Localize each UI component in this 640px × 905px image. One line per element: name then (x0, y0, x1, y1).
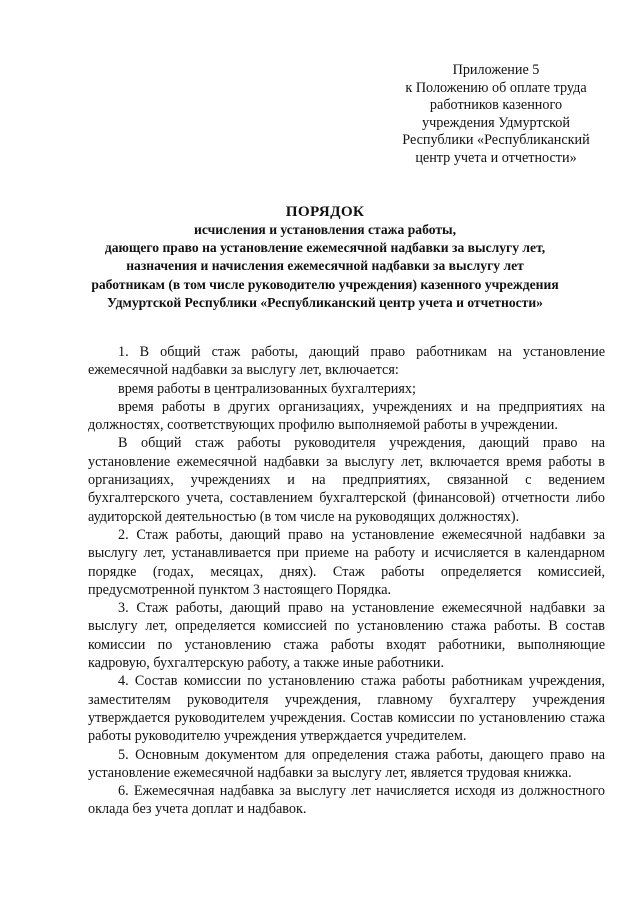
annex-line: учреждения Удмуртской (422, 114, 570, 131)
paragraph: 1. В общий стаж работы, дающий право работникам на установление ежемесячной надбавки за выслугу лет, включается: (88, 344, 605, 379)
document-body (88, 343, 605, 819)
annex-line: Республики «Республиканский (402, 132, 590, 149)
annex-line: к Положению об оплате труда (405, 79, 587, 96)
title-line: Удмуртской Республики «Республиканский центр учета и отчетности» (107, 294, 543, 310)
title-line: назначения и начисления ежемесячной надбавки за выслугу лет (126, 258, 524, 274)
title-line: работникам (в том числе руководителю учреждения) казенного учреждения (91, 276, 559, 292)
paragraph: 4. Состав комиссии по установлению стажа работы работникам учреждения, заместителям руководителя учреждения, главному бухгалтеру учреждения утверждается руководителем учреждения. Состав комиссии по установлению стажа работы руководителю учреждения утверждается учредителем. (88, 673, 605, 745)
paragraph: 5. Основным документом для определения стажа работы, дающего право на установление ежемесячной надбавки за выслугу лет, является трудовая книжка. (88, 746, 605, 781)
title-line: дающего право на установление ежемесячной надбавки за выслугу лет, (104, 240, 546, 256)
title-line: исчисления и установления стажа работы, (193, 222, 457, 237)
annex-line: работников казенного (429, 97, 563, 114)
annex-reference (380, 62, 612, 168)
paragraph: В общий стаж работы руководителя учреждения, дающий право на установление ежемесячной надбавки за выслугу лет, включается время работы в организациях, учреждениях и на предприятиях, связанной с ведением бухгалтерского учета, составлением бухгалтерской (финансовой) отчетности либо аудиторской деятельностью (в том числе на руководящих должностях). (88, 435, 605, 525)
paragraph: 3. Стаж работы, дающий право на установление ежемесячной надбавки за выслугу лет, определяется комиссией по установлению стажа работы. В состав комиссии по установлению стажа работы входят работники, выполняющие кадровую, бухгалтерскую работу, а также иные работники. (88, 600, 605, 672)
paragraph: 6. Ежемесячная надбавка за выслугу лет начисляется исходя из должностного оклада без учета доплат и надбавок. (88, 783, 605, 818)
document-title (30, 202, 620, 312)
annex-line: центр учета и отчетности» (415, 149, 577, 166)
paragraph: время работы в централизованных бухгалтериях; (118, 380, 416, 397)
paragraph: время работы в других организациях, учреждениях и на предприятиях на должностях, соответствующих профилю выполняемой работы в учреждении. (88, 398, 605, 434)
title-heading: ПОРЯДОК (285, 203, 365, 220)
paragraph: 2. Стаж работы, дающий право на установление ежемесячной надбавки за выслугу лет, устанавливается при приеме на работу и исчисляется в календарном порядке (годах, месяцах, днях). Стаж работы определяется комиссией, предусмотренной пунктом 3 настоящего Порядка. (88, 526, 605, 598)
annex-line: Приложение 5 (452, 62, 540, 78)
